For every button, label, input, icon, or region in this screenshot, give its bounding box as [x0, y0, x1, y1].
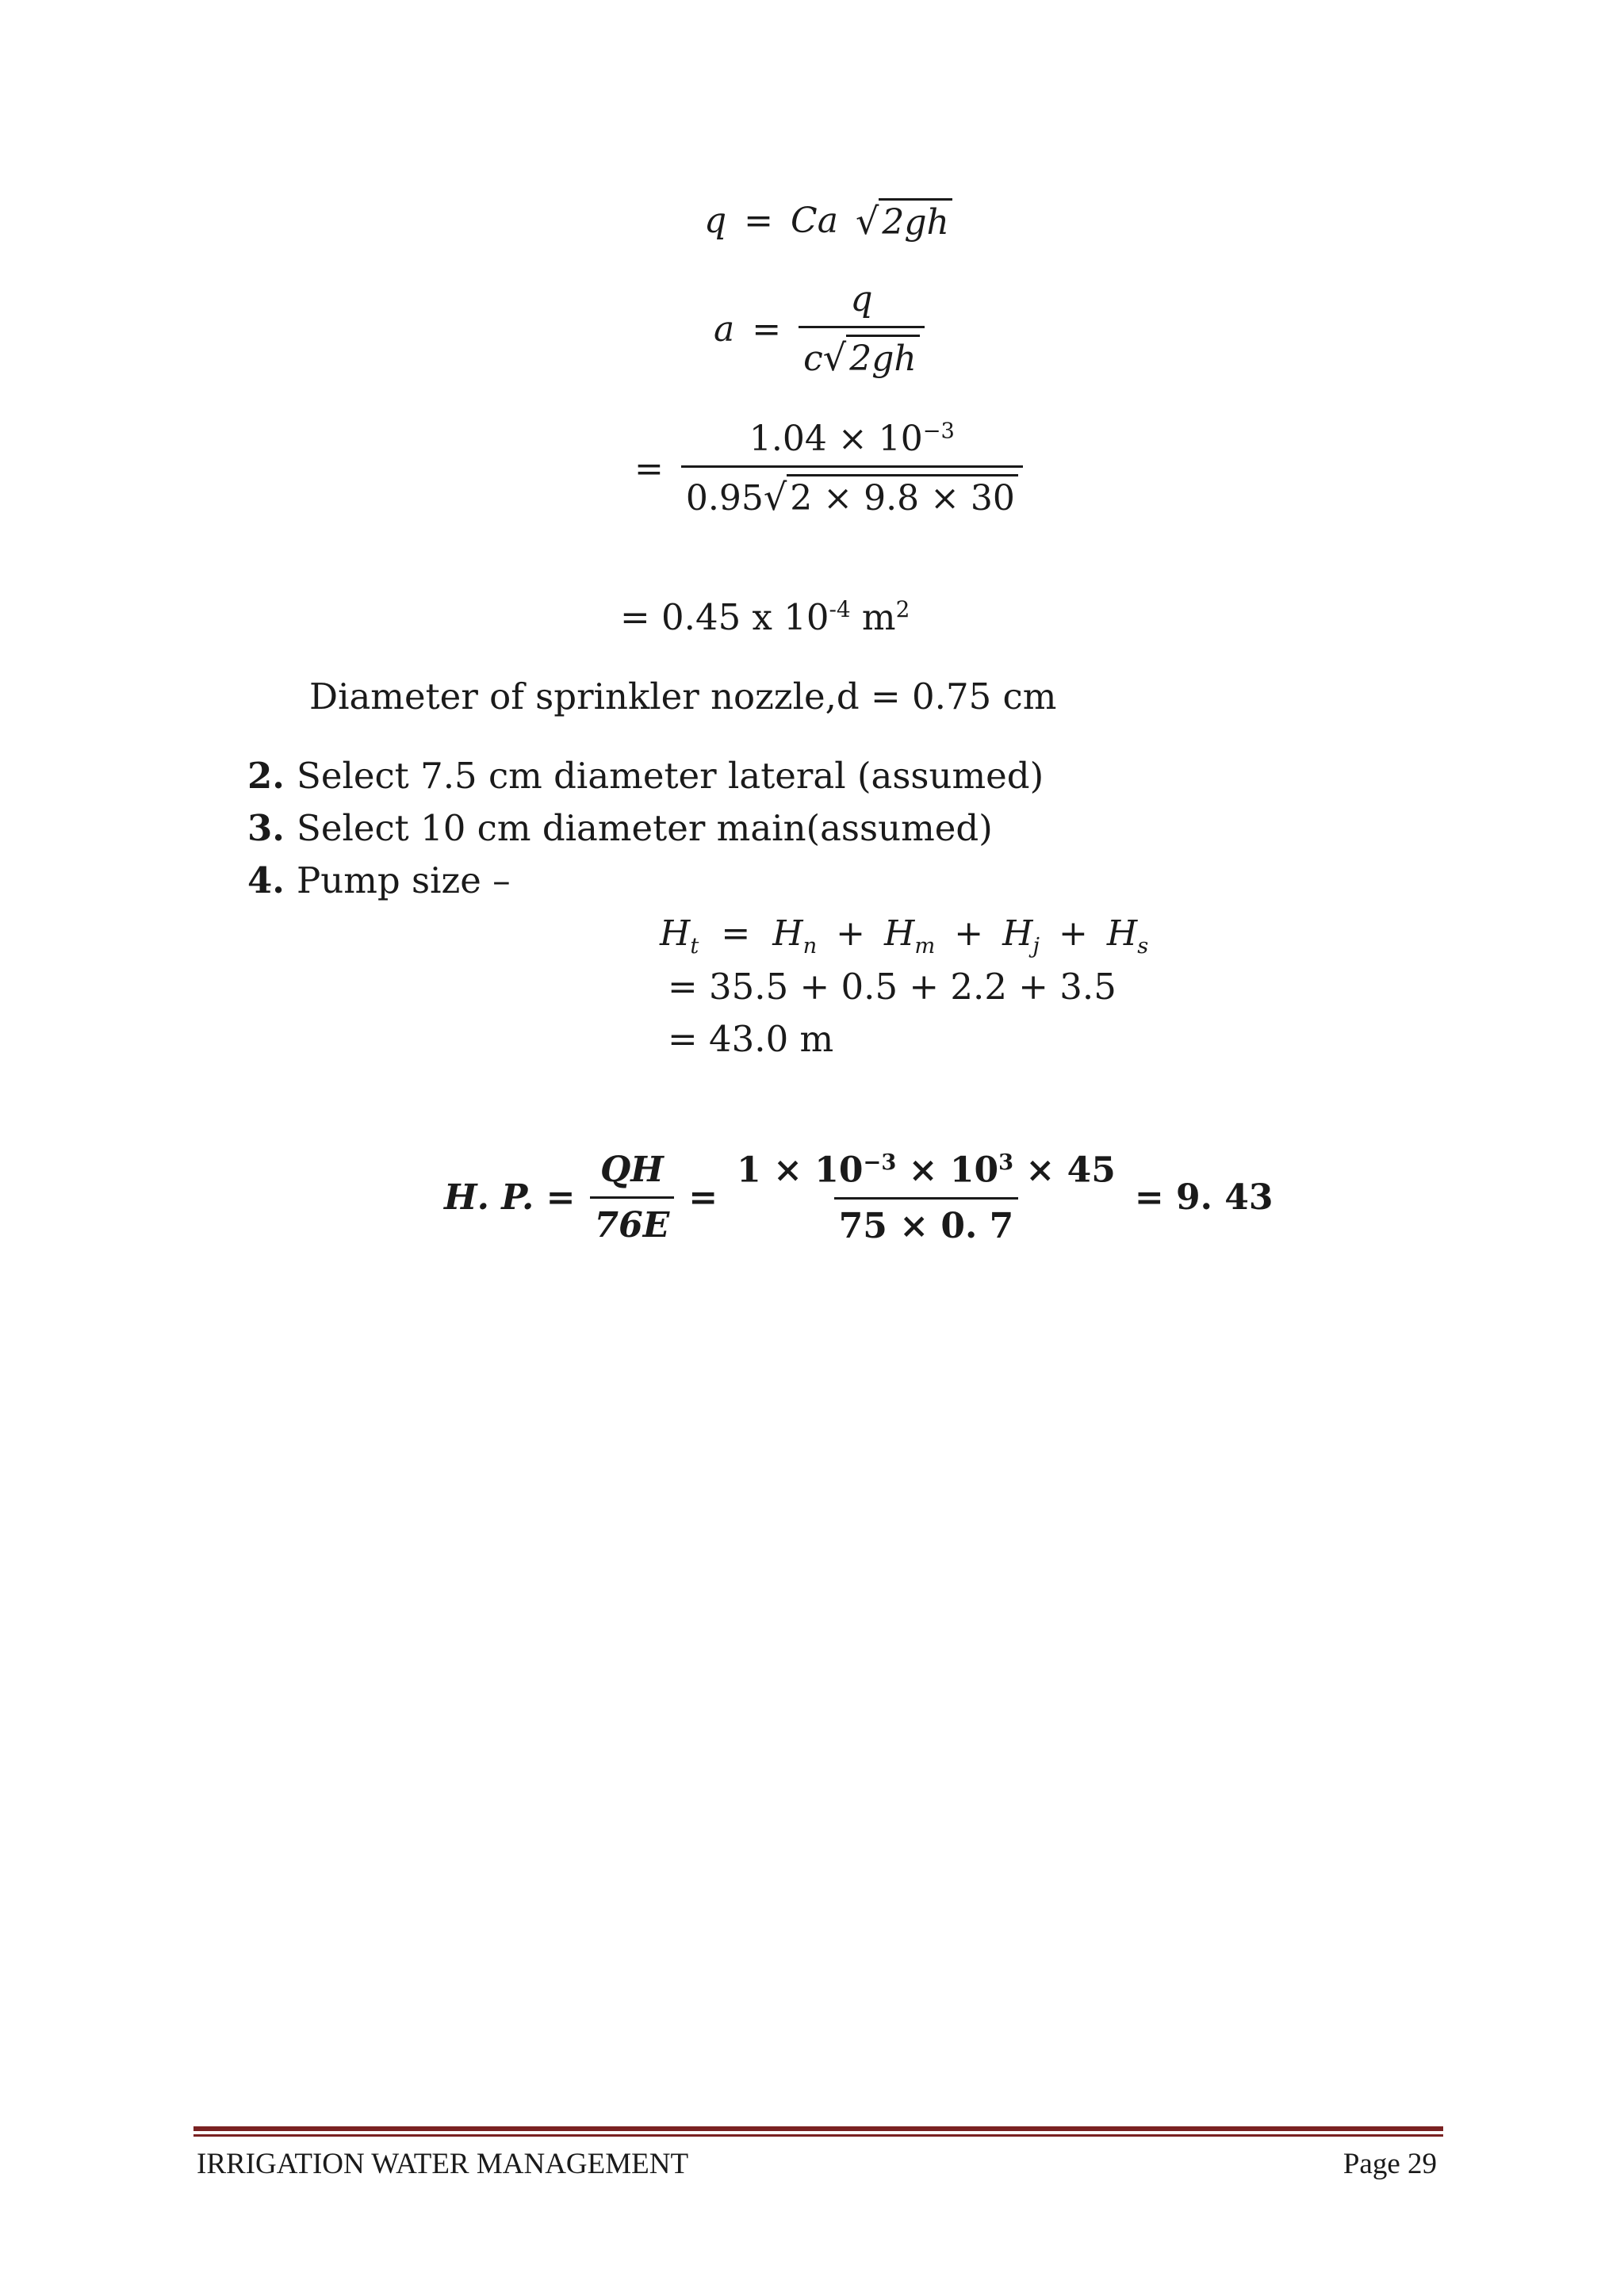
- list-item-text: Select 7.5 cm diameter lateral (assumed): [297, 755, 1044, 797]
- eq1-sqrt: [856, 198, 952, 243]
- eq2-equals: =: [752, 308, 782, 350]
- head-term-sub: s: [1137, 933, 1149, 959]
- eq2-denominator: [799, 326, 925, 379]
- eq3-num-base: 1.04 × 10: [749, 419, 923, 459]
- list-item-text: Pump size –: [297, 859, 511, 901]
- equation-total-head: [660, 913, 1148, 959]
- area-result: [620, 596, 910, 638]
- list-item-text: Select 10 cm diameter main(assumed): [297, 807, 993, 849]
- head-plus: +: [836, 913, 866, 954]
- hp-frac1-denominator: 76E: [590, 1196, 675, 1246]
- hp-frac2-numerator: [732, 1150, 1120, 1197]
- equation-horse-power: [444, 1150, 1273, 1246]
- list-item-number: 2.: [247, 755, 285, 797]
- hp-frac2-denominator: 75 × 0. 7: [834, 1197, 1019, 1246]
- hp-num-exp: 3: [998, 1150, 1014, 1175]
- radical-sign-icon: √: [763, 476, 787, 519]
- eq3-numerator: [745, 419, 959, 465]
- eq2-lhs: a: [714, 308, 735, 350]
- hp-fraction-2: [732, 1150, 1120, 1246]
- hp-equals: =: [688, 1177, 718, 1219]
- area-result-unit-exp: 2: [895, 596, 910, 622]
- nozzle-diameter-text: Diameter of sprinkler nozzle,d = 0.75 cm: [309, 675, 1057, 718]
- eq2-numerator: q: [850, 279, 873, 320]
- head-term-sym: H: [1106, 913, 1138, 954]
- radical-sign-icon: √: [822, 336, 847, 379]
- eq2-den-coef: c: [803, 339, 823, 379]
- eq2-sqrt: [823, 335, 920, 379]
- footer-rule: [193, 2126, 1443, 2131]
- equation-area: [714, 279, 925, 379]
- head-term-sym: H: [1002, 913, 1033, 954]
- head-term-sub: n: [802, 933, 818, 959]
- head-lhs: H: [660, 913, 691, 954]
- hp-num-part: × 45: [1013, 1150, 1116, 1191]
- head-term-sym: H: [884, 913, 915, 954]
- eq2-fraction: [799, 279, 925, 379]
- eq3-fraction: [681, 419, 1023, 519]
- head-equals: =: [721, 913, 751, 954]
- hp-num-part: × 10: [896, 1150, 999, 1191]
- eq1-coef: Ca: [791, 200, 838, 241]
- head-term-sym: H: [772, 913, 803, 954]
- area-result-unit: m: [850, 596, 896, 638]
- equation-discharge: [704, 198, 952, 243]
- list-item-number: 3.: [247, 807, 285, 849]
- area-result-value: = 0.45 x 10: [620, 596, 829, 638]
- eq3-denominator: [681, 465, 1023, 519]
- footer-rule-thin: [193, 2134, 1443, 2137]
- equation-area-substituted: [634, 419, 1023, 519]
- hp-num-part: 1 × 10: [737, 1150, 864, 1191]
- head-lhs-sub: t: [690, 933, 699, 959]
- hp-result: = 9. 43: [1134, 1177, 1274, 1219]
- list-item: [247, 859, 511, 901]
- list-item-number: 4.: [247, 859, 285, 901]
- hp-num-exp: −3: [863, 1150, 897, 1175]
- footer-page-number: Page 29: [1342, 2148, 1437, 2180]
- eq1-radicand: 2gh: [879, 198, 952, 243]
- footer-title: IRRIGATION WATER MANAGEMENT: [197, 2148, 689, 2180]
- head-plus: +: [1058, 913, 1088, 954]
- eq2-radicand: 2gh: [846, 335, 920, 379]
- head-total-line: = 43.0 m: [668, 1018, 834, 1060]
- hp-lhs: H. P. =: [444, 1177, 576, 1219]
- radical-sign-icon: √: [855, 200, 879, 243]
- head-plus: +: [954, 913, 984, 954]
- head-term-sub: j: [1032, 933, 1040, 959]
- eq3-equals: =: [634, 448, 664, 489]
- eq3-sqrt: [764, 474, 1018, 519]
- head-sum-line: = 35.5 + 0.5 + 2.2 + 3.5: [668, 966, 1116, 1008]
- eq1-equals: =: [744, 200, 774, 241]
- eq3-num-exp: −3: [922, 419, 955, 444]
- hp-frac1-numerator: QH: [599, 1150, 664, 1191]
- eq3-radicand: 2 × 9.8 × 30: [787, 474, 1018, 519]
- eq3-den-coef: 0.95: [685, 478, 764, 519]
- hp-fraction-1: [590, 1150, 675, 1246]
- eq1-lhs: q: [704, 200, 727, 241]
- list-item: [247, 755, 1044, 797]
- area-result-exp: -4: [829, 596, 851, 622]
- head-term-sub: m: [914, 933, 936, 959]
- list-item: [247, 807, 993, 849]
